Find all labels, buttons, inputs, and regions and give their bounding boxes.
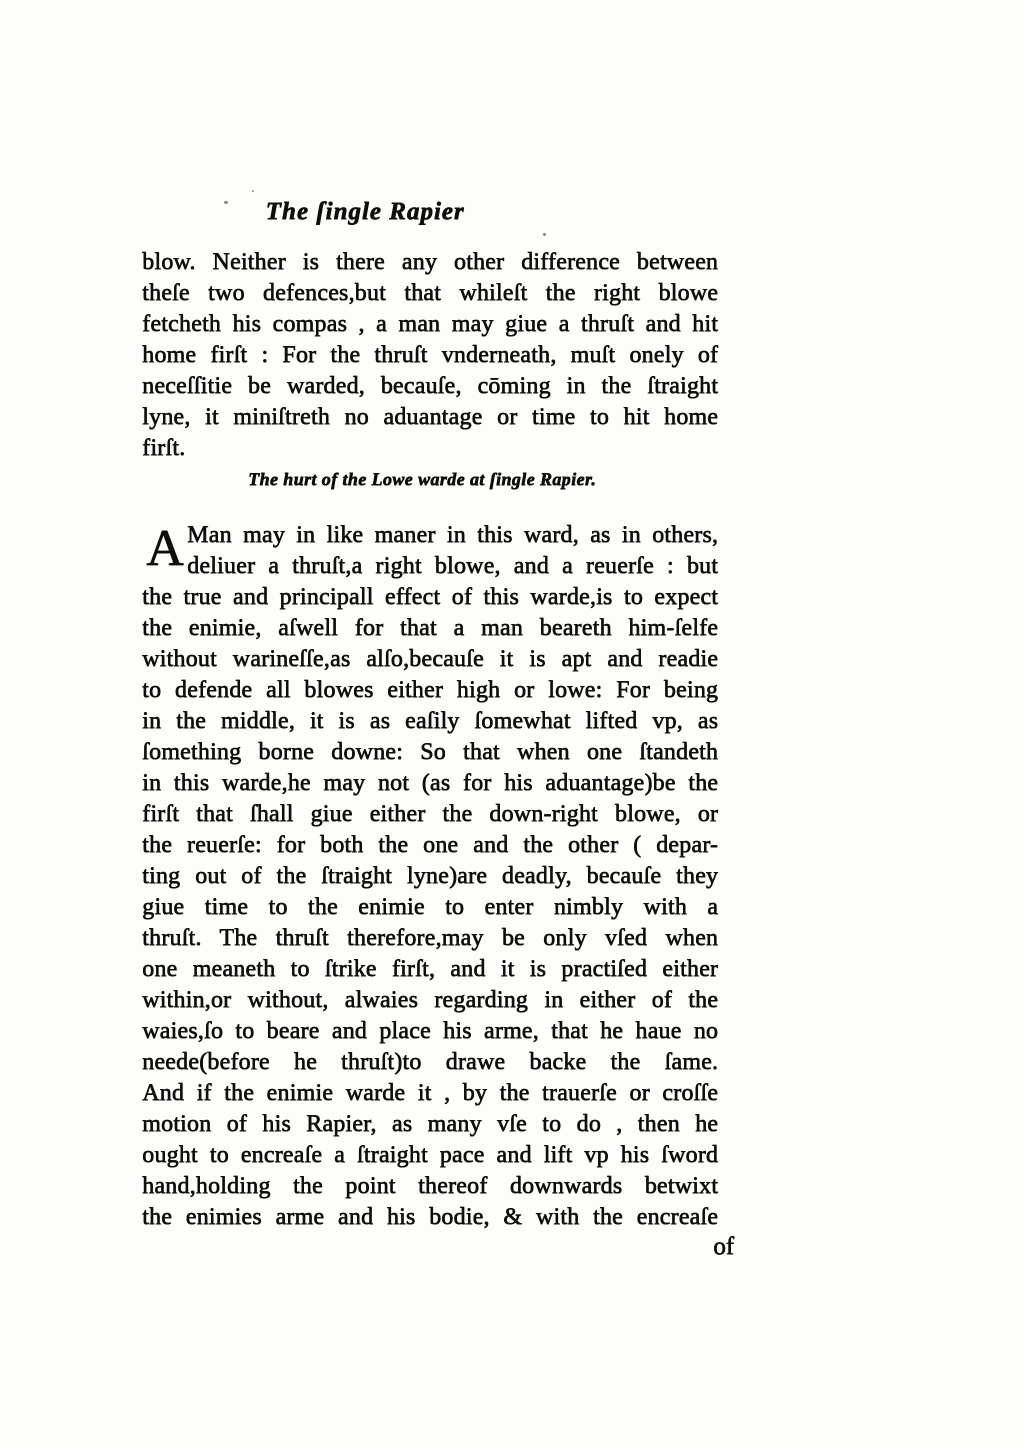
paragraph-line: ought to encreaſe a ſtraight pace and lift vp his ſword <box>142 1142 718 1168</box>
ink-speck <box>252 190 254 192</box>
paragraph-line: firſt that ſhall giue either the down-right blowe, or <box>142 801 718 827</box>
paragraph-line: neede(before he thruſt)to drawe backe the ſame. <box>142 1049 718 1075</box>
paragraph-line: deliuer a thruſt,a right blowe, and a reuerſe : but <box>187 553 718 579</box>
paragraph-line: home firſt : For the thruſt vnderneath, muſt onely of <box>142 342 718 368</box>
paragraph-line: ting out of the ſtraight lyne)are deadly, becauſe they <box>142 863 718 889</box>
paragraph-line: fetcheth his compas , a man may giue a thruſt and hit <box>142 311 718 337</box>
paragraph-line: blow. Neither is there any other difference between <box>142 249 718 275</box>
paragraph-line: one meaneth to ſtrike firſt, and it is practiſed either <box>142 956 718 982</box>
paragraph-line: hand,holding the point thereof downwards betwixt <box>142 1173 718 1199</box>
paragraph-line: to defende all blowes either high or lowe: For being <box>142 677 718 703</box>
paragraph-line: ſomething borne downe: So that when one ſtandeth <box>142 739 718 765</box>
paragraph-line: theſe two defences,but that whileſt the right blowe <box>142 280 718 306</box>
paragraph-line: in the middle, it is as eaſily ſomewhat lifted vp, as <box>142 708 718 734</box>
paragraph-line: within,or without, alwaies regarding in either of the <box>142 987 718 1013</box>
paragraph-line: Man may in like maner in this ward, as in others, <box>187 522 718 548</box>
paragraph-line: without warineſſe,as alſo,becauſe it is apt and readie <box>142 646 718 672</box>
paragraph-line: giue time to the enimie to enter nimbly with a <box>142 894 718 920</box>
paragraph-line: the enimies arme and his bodie, & with the encreaſe <box>142 1204 718 1230</box>
catchword: of <box>713 1233 734 1260</box>
paragraph-line: waies,ſo to beare and place his arme, that he haue no <box>142 1018 718 1044</box>
paragraph-line: neceſſitie be warded, becauſe, cōming in the ſtraight <box>142 373 718 399</box>
paragraph-line: And if the enimie warde it , by the trauerſe or croſſe <box>142 1080 718 1106</box>
paragraph-line: the reuerſe: for both the one and the other ( depar- <box>142 832 718 858</box>
paragraph-line: motion of his Rapier, as many vſe to do , then he <box>142 1111 718 1137</box>
ink-speck <box>543 233 546 236</box>
paragraph-line: the enimie, aſwell for that a man beareth him-ſelfe <box>142 615 718 641</box>
paragraph-line: thruſt. The thruſt therefore,may be only vſed when <box>142 925 718 951</box>
paragraph-1 <box>142 247 718 464</box>
running-header: The ſingle Rapier <box>265 198 465 225</box>
paragraph-2 <box>142 520 718 1233</box>
section-heading: The hurt of the Lowe warde at ſingle Rapier. <box>247 469 597 489</box>
drop-cap: A <box>146 520 184 577</box>
paragraph-line: in this warde,he may not (as for his aduantage)be the <box>142 770 718 796</box>
paragraph-line: the true and principall effect of this warde,is to expect <box>142 584 718 610</box>
paragraph-line: firſt. <box>142 435 186 461</box>
paragraph-line: lyne, it miniſtreth no aduantage or time to hit home <box>142 404 718 430</box>
